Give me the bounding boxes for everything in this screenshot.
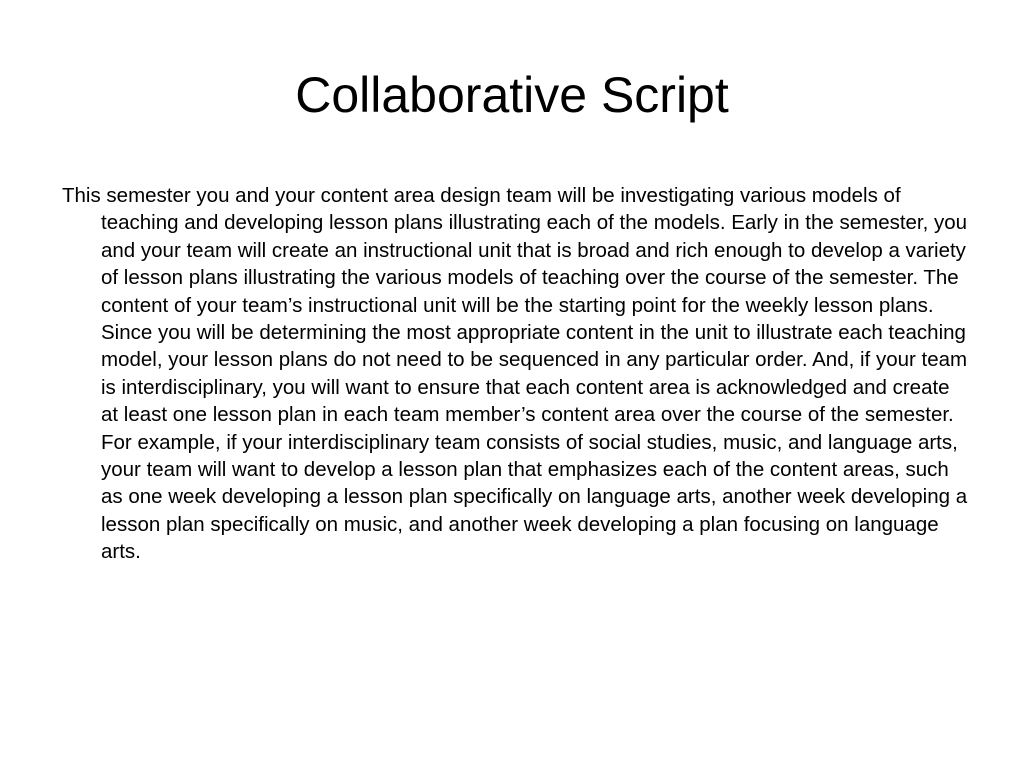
slide-body-paragraph: This semester you and your content area design team will be investigating various models of teaching and developing lesson plans illustrating each of the models. Early in the semester, you and your team will create an instructional unit that is broad and rich enough to develop a variety of lesson plans illustrating the various models of teaching over the course of the semester. The content of your team’s instructional unit will be the starting point for the weekly lesson plans. Since you will be determining the most appropriate content in the unit to illustrate each teaching model, your lesson plans do not need to be sequenced in any particular order. And, if your team is interdisciplinary, you will want to ensure that each content area is acknowledged and create at least one lesson plan in each team member’s content area over the course of the semester. For example, if your interdisciplinary team consists of social studies, music, and language arts, your team will want to develop a lesson plan that emphasizes each of the content areas, such as one week developing a lesson plan specifically on language arts, another week developing a lesson plan specifically on music, and another week developing a plan focusing on language arts. bbox=[62, 184, 968, 564]
slide-title: Collaborative Script bbox=[295, 67, 729, 123]
